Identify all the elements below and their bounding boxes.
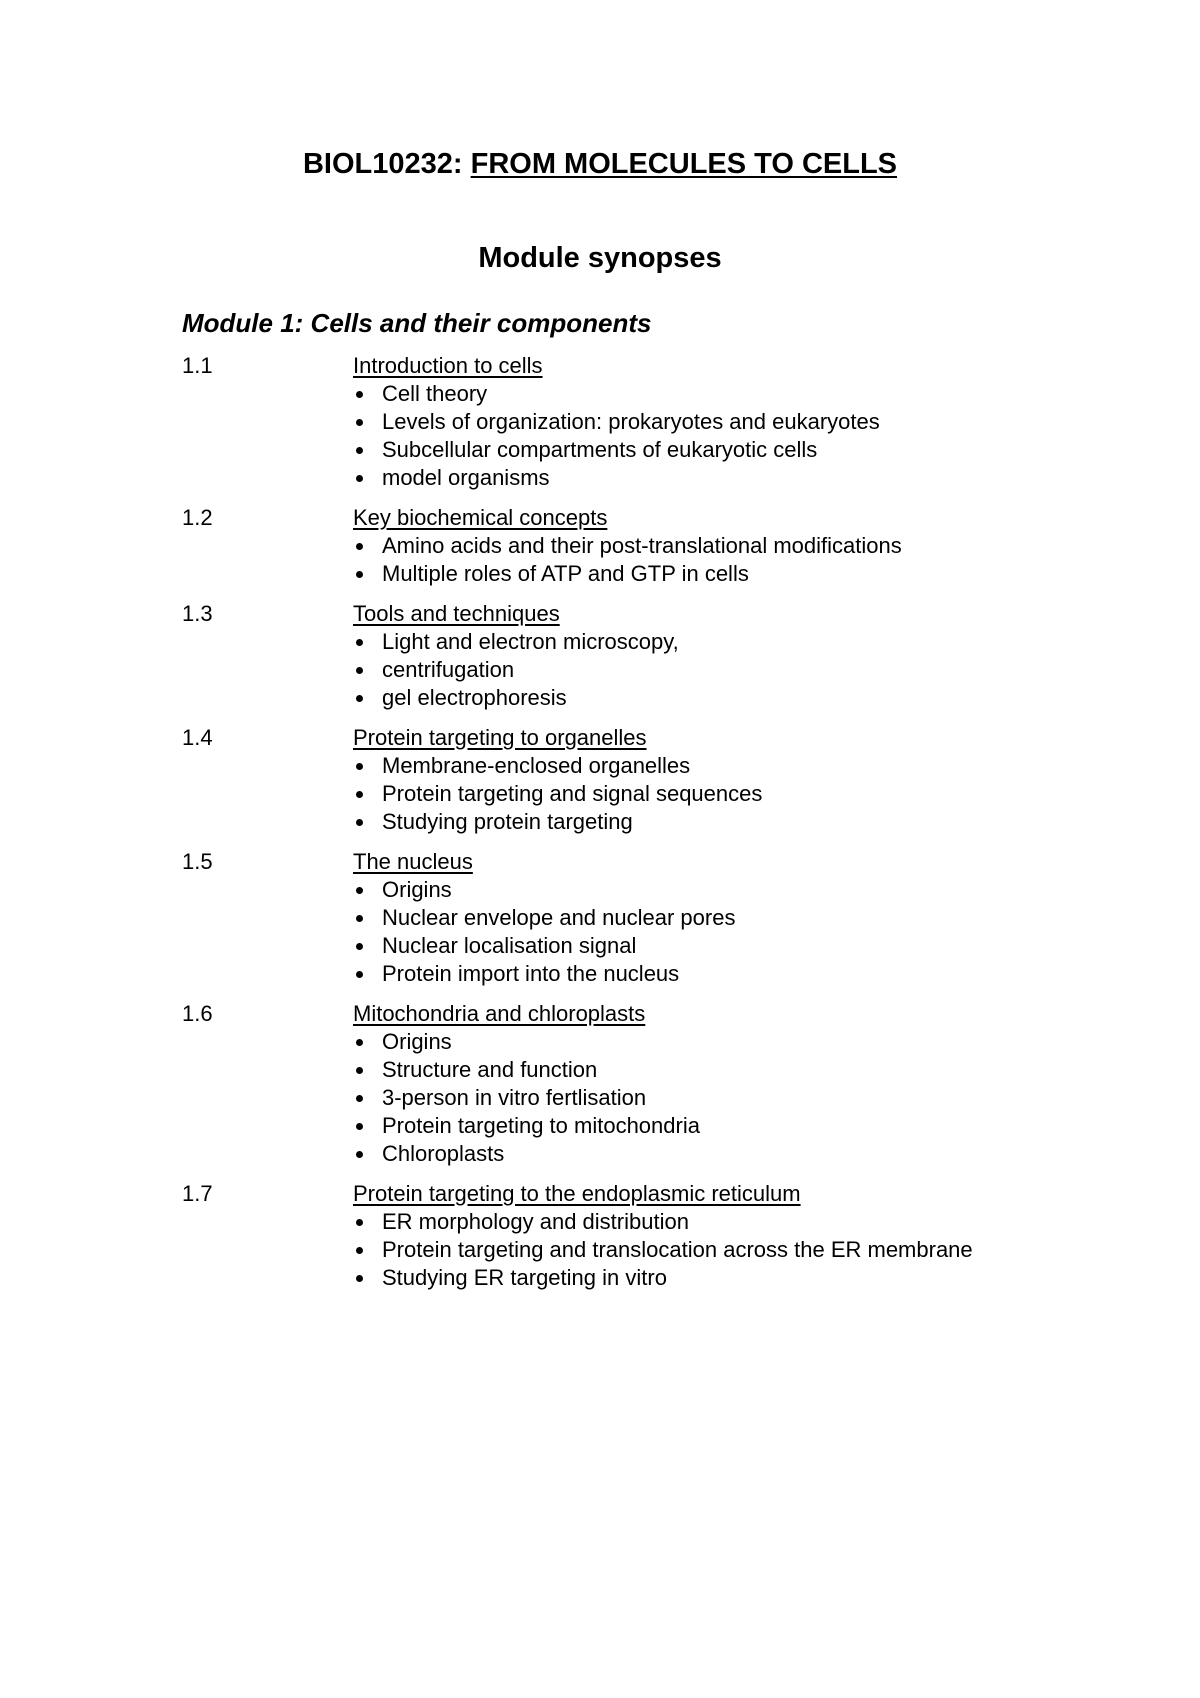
topic-text: Multiple roles of ATP and GTP in cells — [382, 561, 749, 586]
topic-list-item — [353, 780, 1162, 808]
bullet-icon — [356, 475, 363, 482]
module-sections — [182, 352, 1162, 1304]
topic-list-item — [353, 380, 1162, 408]
section-body — [353, 724, 1162, 836]
bullet-icon — [356, 1095, 363, 1102]
topic-text: Membrane-enclosed organelles — [382, 753, 691, 778]
topic-list-item — [353, 1264, 1162, 1292]
bullet-icon — [356, 1039, 363, 1046]
synopsis-section — [182, 848, 1162, 988]
section-title: Protein targeting to the endoplasmic reticulum — [353, 1181, 801, 1206]
topic-text: gel electrophoresis — [382, 685, 567, 710]
topic-list-item — [353, 960, 1162, 988]
topic-text: Studying protein targeting — [382, 809, 633, 834]
section-number: 1.2 — [182, 505, 213, 530]
topic-text: Protein import into the nucleus — [382, 961, 680, 986]
bullet-icon — [356, 419, 363, 426]
topic-list — [353, 532, 1162, 588]
topic-list-item — [353, 628, 1162, 656]
section-body — [353, 1000, 1162, 1168]
module-heading: Module 1: Cells and their components — [182, 308, 652, 338]
topic-text: Chloroplasts — [382, 1141, 505, 1166]
bullet-icon — [356, 1275, 363, 1282]
course-code: BIOL10232: — [302, 148, 463, 180]
bullet-icon — [356, 1219, 363, 1226]
topic-list-item — [353, 752, 1162, 780]
section-body — [353, 600, 1162, 712]
bullet-icon — [356, 391, 363, 398]
topic-list-item — [353, 904, 1162, 932]
bullet-icon — [356, 667, 363, 674]
bullet-icon — [356, 819, 363, 826]
topic-list — [353, 752, 1162, 836]
topic-list — [353, 1208, 1162, 1292]
bullet-icon — [356, 1151, 363, 1158]
section-number: 1.4 — [182, 725, 213, 750]
bullet-icon — [356, 695, 363, 702]
topic-list-item — [353, 408, 1162, 436]
synopsis-section — [182, 1000, 1162, 1168]
topic-text: Levels of organization: prokaryotes and eukaryotes — [382, 409, 880, 434]
section-body — [353, 352, 1162, 492]
topic-list-item — [353, 464, 1162, 492]
topic-text: Subcellular compartments of eukaryotic cells — [382, 437, 818, 462]
bullet-icon — [356, 943, 363, 950]
section-body — [353, 504, 1162, 588]
bullet-icon — [356, 447, 363, 454]
section-number: 1.3 — [182, 601, 213, 626]
topic-list-item — [353, 1112, 1162, 1140]
section-title: Mitochondria and chloroplasts — [353, 1001, 646, 1026]
topic-list-item — [353, 1028, 1162, 1056]
topic-list-item — [353, 1140, 1162, 1168]
synopsis-section — [182, 1180, 1162, 1292]
bullet-icon — [356, 639, 363, 646]
topic-text: centrifugation — [382, 657, 515, 682]
topic-list-item — [353, 684, 1162, 712]
bullet-icon — [356, 971, 363, 978]
course-title — [0, 146, 1200, 182]
topic-text: 3-person in vitro fertlisation — [382, 1085, 647, 1110]
bullet-icon — [356, 1123, 363, 1130]
topic-list-item — [353, 876, 1162, 904]
section-body — [353, 1180, 1162, 1292]
topic-list-item — [353, 436, 1162, 464]
topic-list — [353, 628, 1162, 712]
topic-text: Nuclear localisation signal — [382, 933, 637, 958]
synopsis-section — [182, 600, 1162, 712]
topic-text: Protein targeting and signal sequences — [382, 781, 763, 806]
topic-list-item — [353, 560, 1162, 588]
section-body — [353, 848, 1162, 988]
section-title: Protein targeting to organelles — [353, 725, 647, 750]
section-number: 1.1 — [182, 353, 213, 378]
topic-list-item — [353, 656, 1162, 684]
topic-text: model organisms — [382, 465, 550, 490]
topic-list-item — [353, 1208, 1162, 1236]
topic-text: Origins — [382, 877, 452, 902]
topic-list-item — [353, 532, 1162, 560]
section-number: 1.6 — [182, 1001, 213, 1026]
bullet-icon — [356, 915, 363, 922]
topic-text: Protein targeting to mitochondria — [382, 1113, 700, 1138]
topic-text: Studying ER targeting in vitro — [382, 1265, 667, 1290]
topic-text: Structure and function — [382, 1057, 598, 1082]
bullet-icon — [356, 571, 363, 578]
section-title: Tools and techniques — [353, 601, 560, 626]
section-title: Key biochemical concepts — [353, 505, 608, 530]
bullet-icon — [356, 1067, 363, 1074]
section-title: Introduction to cells — [353, 353, 543, 378]
document-heading: Module synopses — [478, 242, 722, 274]
bullet-icon — [356, 887, 363, 894]
section-number: 1.5 — [182, 849, 213, 874]
topic-text: Protein targeting and translocation across the ER membrane — [382, 1237, 973, 1262]
topic-text: Origins — [382, 1029, 452, 1054]
course-name: FROM MOLECULES TO CELLS — [470, 148, 898, 180]
bullet-icon — [356, 791, 363, 798]
topic-text: Nuclear envelope and nuclear pores — [382, 905, 736, 930]
bullet-icon — [356, 1247, 363, 1254]
topic-text: Light and electron microscopy, — [382, 629, 679, 654]
topic-list — [353, 1028, 1162, 1168]
topic-text: Amino acids and their post-translational modifications — [382, 533, 902, 558]
topic-list-item — [353, 1084, 1162, 1112]
section-number: 1.7 — [182, 1181, 213, 1206]
topic-text: ER morphology and distribution — [382, 1209, 689, 1234]
topic-list-item — [353, 808, 1162, 836]
topic-list-item — [353, 1056, 1162, 1084]
topic-list-item — [353, 932, 1162, 960]
synopsis-section — [182, 724, 1162, 836]
section-title: The nucleus — [353, 849, 473, 874]
topic-list — [353, 380, 1162, 492]
topic-list-item — [353, 1236, 1162, 1264]
synopsis-section — [182, 352, 1162, 492]
bullet-icon — [356, 543, 363, 550]
topic-list — [353, 876, 1162, 988]
bullet-icon — [356, 763, 363, 770]
topic-text: Cell theory — [382, 381, 488, 406]
synopsis-section — [182, 504, 1162, 588]
